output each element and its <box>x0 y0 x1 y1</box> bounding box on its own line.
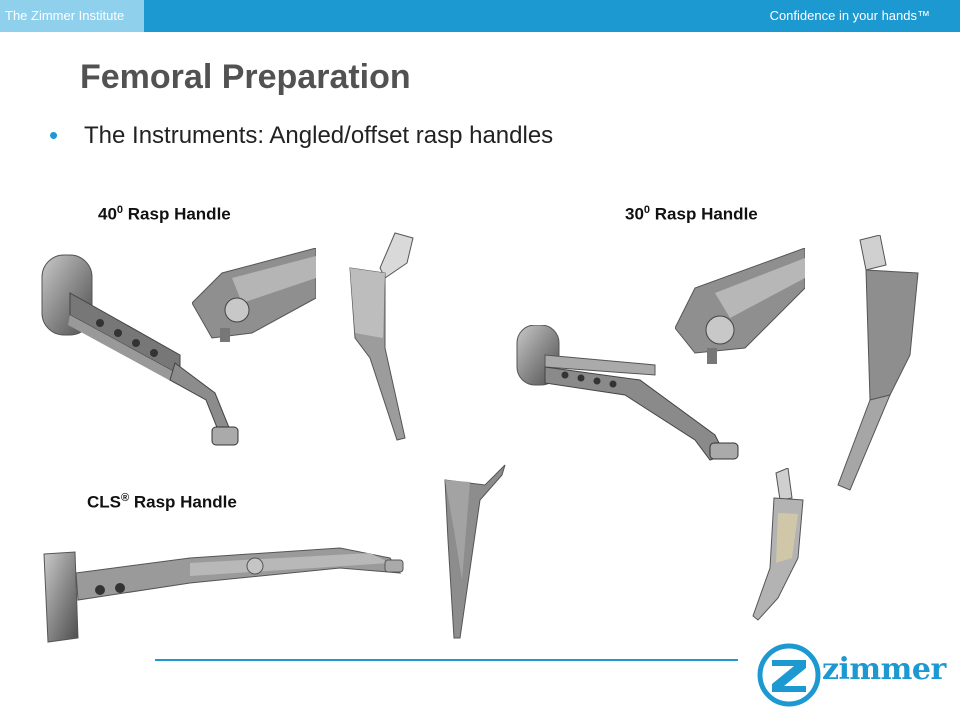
zimmer-z-logo-icon <box>756 642 822 708</box>
rasp-30-label: $30^0$ Rasp Handle <box>625 204 758 224</box>
rasp-40-label: $40^0$ Rasp Handle <box>98 204 231 224</box>
tagline: Confidence in your hands™ <box>769 8 930 23</box>
institute-label: The Zimmer Institute <box>0 0 144 32</box>
footer-divider <box>155 659 738 661</box>
rasp-30-detail-image <box>675 248 805 368</box>
femoral-stem-2-image <box>830 235 925 495</box>
header-bar <box>0 0 960 32</box>
femoral-stem-1-image <box>345 228 415 443</box>
cls-rasp-handle-image <box>40 528 410 648</box>
femoral-stem-3-image <box>440 460 510 640</box>
rasp-40-detail-image <box>192 248 316 348</box>
cls-rasp-label: CLS® Rasp Handle <box>87 492 237 512</box>
zimmer-logo <box>756 640 946 708</box>
femoral-stem-4-image <box>748 468 808 628</box>
bullet-text: The Instruments: Angled/offset rasp handles <box>84 122 554 149</box>
bullet-dot-icon: • <box>49 120 59 150</box>
zimmer-wordmark: zimmer <box>822 652 946 687</box>
slide-title: Femoral Preparation <box>80 58 411 96</box>
